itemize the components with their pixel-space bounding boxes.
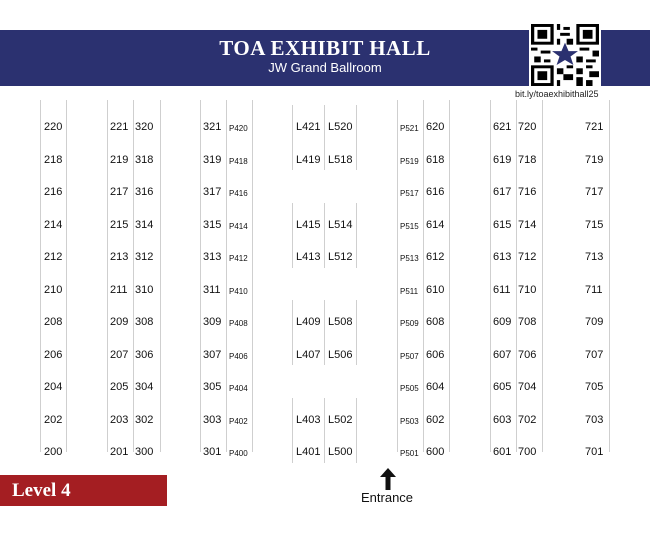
booth-p513[interactable]: P513	[400, 254, 419, 263]
booth-211[interactable]: 211	[110, 283, 128, 296]
booth-divider	[160, 100, 161, 452]
booth-p404[interactable]: P404	[229, 384, 248, 393]
booth-610[interactable]: 610	[426, 283, 445, 296]
booth-divider	[66, 100, 67, 452]
booth-718[interactable]: 718	[518, 153, 537, 166]
booth-309[interactable]: 309	[203, 316, 222, 328]
booth-200[interactable]: 200	[44, 446, 63, 458]
island-divider	[324, 398, 325, 463]
booth-206[interactable]: 206	[44, 348, 63, 361]
island-divider	[356, 203, 357, 268]
island-divider	[324, 203, 325, 268]
booth-209[interactable]: 209	[110, 316, 129, 328]
booth-606[interactable]: 606	[426, 348, 445, 361]
booth-615[interactable]: 615	[493, 218, 512, 231]
booth-divider	[516, 100, 517, 452]
booth-306[interactable]: 306	[135, 348, 154, 361]
booth-319[interactable]: 319	[203, 153, 222, 166]
booth-617[interactable]: 617	[493, 186, 512, 198]
booth-706[interactable]: 706	[518, 348, 537, 361]
booth-304[interactable]: 304	[135, 381, 154, 393]
booth-l409[interactable]: L409	[296, 316, 321, 328]
booth-308[interactable]: 308	[135, 316, 154, 328]
booth-716[interactable]: 716	[518, 186, 537, 198]
booth-700[interactable]: 700	[518, 446, 537, 458]
booth-721[interactable]: 721	[585, 121, 604, 133]
booth-p517[interactable]: P517	[400, 189, 419, 198]
booth-215[interactable]: 215	[110, 218, 129, 231]
booth-213[interactable]: 213	[110, 251, 129, 263]
booth-310[interactable]: 310	[135, 283, 154, 296]
entrance-arrow-icon	[380, 468, 396, 490]
booth-608[interactable]: 608	[426, 316, 445, 328]
booth-l502[interactable]: L502	[328, 413, 353, 426]
booth-307[interactable]: 307	[203, 348, 222, 361]
booth-221[interactable]: 221	[110, 121, 129, 133]
booth-p509[interactable]: P509	[400, 319, 419, 328]
booth-720[interactable]: 720	[518, 121, 537, 133]
booth-divider	[609, 100, 610, 452]
booth-l413[interactable]: L413	[296, 251, 321, 263]
booth-p420[interactable]: P420	[229, 124, 248, 133]
booth-318[interactable]: 318	[135, 153, 154, 166]
booth-303[interactable]: 303	[203, 413, 222, 426]
booth-219[interactable]: 219	[110, 153, 129, 166]
island-divider	[356, 300, 357, 365]
booth-p400[interactable]: P400	[229, 449, 248, 458]
booth-609[interactable]: 609	[493, 316, 512, 328]
booth-315[interactable]: 315	[203, 218, 222, 231]
booth-p412[interactable]: P412	[229, 254, 248, 263]
booth-p503[interactable]: P503	[400, 416, 419, 426]
booth-divider	[133, 100, 134, 452]
booth-313[interactable]: 313	[203, 251, 222, 263]
booth-705[interactable]: 705	[585, 381, 604, 393]
booth-l415[interactable]: L415	[296, 218, 321, 231]
booth-602[interactable]: 602	[426, 413, 445, 426]
booth-601[interactable]: 601	[493, 446, 512, 458]
booth-709[interactable]: 709	[585, 316, 604, 328]
booth-l421[interactable]: L421	[296, 121, 321, 133]
booth-701[interactable]: 701	[585, 446, 604, 458]
booth-317[interactable]: 317	[203, 186, 222, 198]
booth-p410[interactable]: P410	[229, 286, 248, 296]
booth-l520[interactable]: L520	[328, 121, 353, 133]
booth-208[interactable]: 208	[44, 316, 63, 328]
booth-618[interactable]: 618	[426, 153, 445, 166]
booth-l407[interactable]: L407	[296, 348, 321, 361]
booth-616[interactable]: 616	[426, 186, 445, 198]
qr-url-link[interactable]: bit.ly/toaexhibithall25	[515, 89, 599, 99]
booth-611[interactable]: 611	[493, 283, 511, 296]
booth-p515[interactable]: P515	[400, 221, 419, 231]
island-divider	[324, 300, 325, 365]
booth-613[interactable]: 613	[493, 251, 512, 263]
booth-216[interactable]: 216	[44, 186, 63, 198]
booth-204[interactable]: 204	[44, 381, 63, 393]
booth-713[interactable]: 713	[585, 251, 604, 263]
booth-708[interactable]: 708	[518, 316, 537, 328]
booth-l419[interactable]: L419	[296, 153, 321, 166]
booth-p511[interactable]: P511	[400, 286, 419, 296]
booth-divider	[449, 100, 450, 452]
booth-220[interactable]: 220	[44, 121, 63, 133]
booth-714[interactable]: 714	[518, 218, 537, 231]
booth-314[interactable]: 314	[135, 218, 154, 231]
booth-715[interactable]: 715	[585, 218, 604, 231]
booth-divider	[107, 100, 108, 452]
booth-600[interactable]: 600	[426, 446, 445, 458]
booth-710[interactable]: 710	[518, 283, 537, 296]
booth-l508[interactable]: L508	[328, 316, 353, 328]
booth-p406[interactable]: P406	[229, 351, 248, 361]
booth-620[interactable]: 620	[426, 121, 445, 133]
booth-621[interactable]: 621	[493, 121, 512, 133]
booth-207[interactable]: 207	[110, 348, 129, 361]
booth-p418[interactable]: P418	[229, 156, 248, 166]
level-badge	[0, 475, 167, 506]
island-divider	[292, 203, 293, 268]
booth-607[interactable]: 607	[493, 348, 512, 361]
booth-320[interactable]: 320	[135, 121, 154, 133]
booth-divider	[490, 100, 491, 452]
booth-212[interactable]: 212	[44, 251, 63, 263]
booth-p402[interactable]: P402	[229, 416, 248, 426]
booth-p519[interactable]: P519	[400, 156, 419, 166]
booth-712[interactable]: 712	[518, 251, 537, 263]
booth-312[interactable]: 312	[135, 251, 154, 263]
booth-300[interactable]: 300	[135, 446, 154, 458]
entrance-label: Entrance	[361, 490, 414, 505]
booth-704[interactable]: 704	[518, 381, 537, 393]
booth-l401[interactable]: L401	[296, 446, 321, 458]
island-divider	[324, 105, 325, 170]
booth-210[interactable]: 210	[44, 283, 63, 296]
booth-divider	[40, 100, 41, 452]
island-divider	[292, 398, 293, 463]
booth-702[interactable]: 702	[518, 413, 537, 426]
booth-p414[interactable]: P414	[229, 221, 248, 231]
booth-603[interactable]: 603	[493, 413, 512, 426]
booth-711[interactable]: 711	[585, 283, 603, 296]
booth-614[interactable]: 614	[426, 218, 445, 231]
booth-205[interactable]: 205	[110, 381, 129, 393]
booth-divider	[252, 100, 253, 452]
booth-719[interactable]: 719	[585, 153, 604, 166]
booth-p521[interactable]: P521	[400, 124, 419, 133]
booth-divider	[397, 100, 398, 452]
booth-divider	[542, 100, 543, 452]
booth-619[interactable]: 619	[493, 153, 512, 166]
island-divider	[292, 105, 293, 170]
booth-divider	[423, 100, 424, 452]
booth-302[interactable]: 302	[135, 413, 154, 426]
booth-707[interactable]: 707	[585, 348, 604, 361]
booth-217[interactable]: 217	[110, 186, 129, 198]
island-divider	[292, 300, 293, 365]
booth-316[interactable]: 316	[135, 186, 154, 198]
booth-717[interactable]: 717	[585, 186, 604, 198]
booth-202[interactable]: 202	[44, 413, 63, 426]
booth-301[interactable]: 301	[203, 446, 222, 458]
booth-604[interactable]: 604	[426, 381, 445, 393]
booth-divider	[200, 100, 201, 452]
booth-p505[interactable]: P505	[400, 384, 419, 393]
level-label: Level 4	[12, 480, 71, 501]
booth-321[interactable]: 321	[203, 121, 222, 133]
booth-218[interactable]: 218	[44, 153, 63, 166]
booth-305[interactable]: 305	[203, 381, 222, 393]
booth-l403[interactable]: L403	[296, 413, 321, 426]
island-divider	[356, 105, 357, 170]
island-divider	[356, 398, 357, 463]
booth-divider	[226, 100, 227, 452]
booth-l518[interactable]: L518	[328, 153, 353, 166]
booth-p408[interactable]: P408	[229, 319, 248, 328]
qr-code-icon[interactable]	[529, 22, 601, 88]
booth-605[interactable]: 605	[493, 381, 512, 393]
booth-703[interactable]: 703	[585, 413, 604, 426]
booth-203[interactable]: 203	[110, 413, 129, 426]
booth-311[interactable]: 311	[203, 283, 221, 296]
booth-l512[interactable]: L512	[328, 251, 353, 263]
booth-l500[interactable]: L500	[328, 446, 353, 458]
booth-201[interactable]: 201	[110, 446, 129, 458]
booth-l506[interactable]: L506	[328, 348, 353, 361]
page-title: TOA EXHIBIT HALL	[219, 36, 431, 60]
booth-p507[interactable]: P507	[400, 351, 419, 361]
booth-p501[interactable]: P501	[400, 449, 419, 458]
booth-612[interactable]: 612	[426, 251, 445, 263]
booth-p416[interactable]: P416	[229, 189, 248, 198]
booth-l514[interactable]: L514	[328, 218, 353, 231]
page-subtitle: JW Grand Ballroom	[268, 60, 382, 75]
booth-214[interactable]: 214	[44, 218, 63, 231]
